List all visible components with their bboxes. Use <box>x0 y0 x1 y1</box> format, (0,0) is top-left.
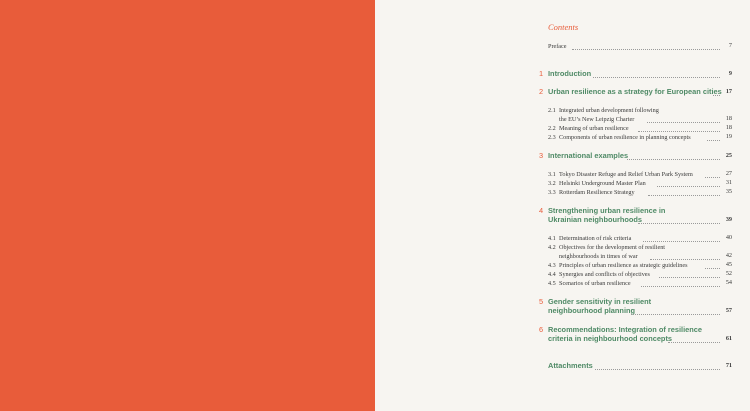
section-title-line-2: the EU’s New Leipzig Charter <box>559 116 635 124</box>
dot-leader <box>643 241 720 242</box>
toc-page-number: 52 <box>725 270 732 277</box>
chapter-title: Recommendations: Integration of resilience <box>548 325 703 334</box>
dot-leader <box>713 95 720 96</box>
toc-page-number: 9 <box>728 70 732 77</box>
chapter-title: Attachments <box>548 361 593 370</box>
section-number: 4.1 <box>548 235 556 242</box>
section-title: Principles of urban resilience as strategic guidelines <box>559 262 688 269</box>
toc-page-number: 17 <box>725 88 732 95</box>
toc-page-number: 40 <box>725 234 732 241</box>
section-title-line-2: neighbourhoods in times of war <box>559 253 638 261</box>
dot-leader <box>707 140 720 141</box>
chapter-title: Gender sensitivity in resilient <box>548 297 652 306</box>
chapter-number: 6 <box>539 325 544 334</box>
dot-leader <box>657 186 720 187</box>
toc-page-number: 18 <box>725 115 732 122</box>
toc-section-4-2[interactable] <box>375 243 750 263</box>
chapter-number: 4 <box>539 206 544 215</box>
toc-page-number: 31 <box>725 179 732 186</box>
chapter-number: 2 <box>539 87 544 96</box>
toc-chapter-1[interactable] <box>375 69 750 80</box>
toc-page-number: 19 <box>725 133 732 140</box>
toc-page-number: 18 <box>725 124 732 131</box>
section-number: 3.1 <box>548 171 556 178</box>
toc-page-number: 45 <box>725 261 732 268</box>
chapter-title: Introduction <box>548 69 592 78</box>
dot-leader <box>593 77 720 78</box>
chapter-number: 3 <box>539 151 544 160</box>
section-title: Synergies and conflicts of objectives <box>559 271 650 278</box>
toc-page-number: 39 <box>725 216 732 223</box>
dot-leader <box>648 195 720 196</box>
dot-leader <box>705 177 720 178</box>
chapter-title-line-2: Ukrainian neighbourhoods <box>548 215 643 225</box>
section-title: Helsinki Underground Master Plan <box>559 180 646 187</box>
dot-leader <box>638 131 720 132</box>
section-number: 2.3 <box>548 134 556 141</box>
section-title: Rotterdam Resilience Strategy <box>559 189 635 196</box>
toc-entry-preface[interactable] <box>375 42 750 53</box>
section-number: 3.3 <box>548 189 556 196</box>
section-number: 3.2 <box>548 180 556 187</box>
dot-leader <box>631 314 720 315</box>
toc-title: Preface <box>548 43 567 50</box>
dot-leader <box>595 369 720 370</box>
section-number: 4.5 <box>548 280 556 287</box>
toc-page-number: 71 <box>725 362 732 369</box>
toc-page-number: 61 <box>725 335 732 342</box>
section-title: Objectives for the development of resilient <box>559 244 666 251</box>
toc-chapter-4[interactable] <box>375 206 750 226</box>
chapter-title-line-2: criteria in neighbourhood concepts <box>548 334 673 344</box>
toc-page-number: 7 <box>728 42 732 49</box>
section-title: Integrated urban development following <box>559 107 659 114</box>
toc-section-2-1[interactable] <box>375 106 750 126</box>
chapter-title: International examples <box>548 151 629 160</box>
section-number: 4.4 <box>548 271 556 278</box>
dot-leader <box>659 277 720 278</box>
toc-entry-attachments[interactable] <box>375 361 750 372</box>
dot-leader <box>627 159 720 160</box>
toc-page-number: 42 <box>725 252 732 259</box>
toc-chapter-3[interactable] <box>375 151 750 162</box>
toc-page-number: 35 <box>725 188 732 195</box>
chapter-title: Urban resilience as a strategy for European cities <box>548 87 722 96</box>
toc-page-number: 57 <box>725 307 732 314</box>
dot-leader <box>650 259 720 260</box>
section-title: Meaning of urban resilience <box>559 125 629 132</box>
dot-leader <box>705 268 720 269</box>
chapter-title: Strengthening urban resilience in <box>548 206 666 215</box>
chapter-title-line-2: neighbourhood planning <box>548 306 636 316</box>
dot-leader <box>668 342 720 343</box>
section-number: 2.1 <box>548 107 556 114</box>
section-title: Determination of risk criteria <box>559 235 632 242</box>
dot-leader <box>572 49 720 50</box>
section-number: 4.2 <box>548 244 556 251</box>
contents-heading: Contents <box>548 22 579 32</box>
toc-chapter-2[interactable] <box>375 87 750 98</box>
section-title: Tokyo Disaster Refuge and Relief Urban Park System <box>559 171 693 178</box>
section-number: 2.2 <box>548 125 556 132</box>
section-title: Components of urban resilience in planning concepts <box>559 134 691 141</box>
chapter-number: 1 <box>539 69 544 78</box>
toc-page-number: 54 <box>725 279 732 286</box>
toc-section-2-3[interactable] <box>375 133 750 144</box>
dot-leader <box>647 122 720 123</box>
toc-page-number: 25 <box>725 152 732 159</box>
section-title: Scenarios of urban resilience <box>559 280 631 287</box>
toc-section-3-3[interactable] <box>375 188 750 199</box>
contents-page <box>375 0 750 411</box>
chapter-number: 5 <box>539 297 544 306</box>
section-number: 4.3 <box>548 262 556 269</box>
toc-chapter-6[interactable] <box>375 325 750 345</box>
toc-chapter-5[interactable] <box>375 297 750 317</box>
toc-page-number: 27 <box>725 170 732 177</box>
dot-leader <box>641 286 720 287</box>
dot-leader <box>638 223 720 224</box>
toc-section-4-5[interactable] <box>375 279 750 290</box>
